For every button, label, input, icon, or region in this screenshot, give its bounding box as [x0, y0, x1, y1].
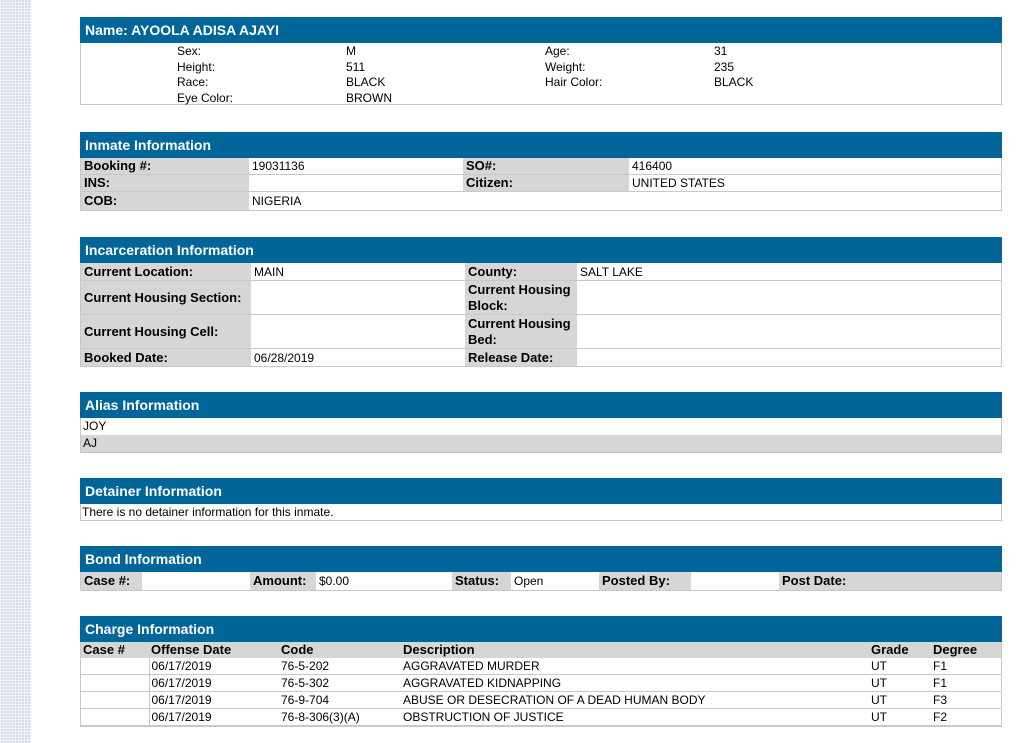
- table-row: [81, 658, 1001, 675]
- alias-item: JOY: [83, 419, 107, 433]
- bond-status-value: Open: [514, 574, 544, 588]
- bond-amount-value: $0.00: [319, 574, 350, 588]
- charge-degree: F1: [931, 675, 1001, 692]
- bond-panel: [80, 546, 1002, 591]
- col-degree: Degree: [931, 642, 1001, 658]
- housing-cell-label: Current Housing Cell:: [81, 315, 251, 349]
- charge-table: [81, 642, 1001, 726]
- charge-date: 06/17/2019: [149, 692, 279, 709]
- bond-post-date-label: Post Date:: [782, 573, 847, 588]
- alias-panel: [80, 392, 1002, 453]
- charge-date: 06/17/2019: [149, 709, 279, 726]
- charge-case: [81, 658, 149, 675]
- charge-description: OBSTRUCTION OF JUSTICE: [401, 709, 869, 726]
- bond-case-label: Case #:: [81, 572, 142, 590]
- table-row: [81, 692, 1001, 709]
- alias-item: AJ: [81, 435, 1001, 452]
- charge-code: 76-5-302: [279, 675, 401, 692]
- age-value: 31: [714, 44, 728, 58]
- table-row: [81, 709, 1001, 726]
- citizen-label: Citizen:: [463, 175, 629, 192]
- charge-description: AGGRAVATED MURDER: [401, 658, 869, 675]
- sex-label: Sex:: [177, 44, 202, 58]
- so-value: 416400: [629, 158, 1001, 175]
- booking-label: Booking #:: [81, 158, 249, 175]
- ins-value: [249, 175, 463, 192]
- age-label: Age:: [545, 44, 570, 58]
- charge-panel: [80, 616, 1002, 727]
- charge-header: Charge Information: [80, 616, 1002, 642]
- alias-header: Alias Information: [80, 392, 1002, 418]
- incarceration-panel: [80, 237, 1002, 367]
- release-date-label: Release Date:: [465, 349, 577, 366]
- charge-degree: F2: [931, 709, 1001, 726]
- charge-date: 06/17/2019: [149, 658, 279, 675]
- housing-bed-label: Current Housing Bed:: [465, 315, 577, 349]
- housing-section-label: Current Housing Section:: [81, 281, 251, 315]
- bond-header: Bond Information: [80, 546, 1002, 572]
- bond-amount-label: Amount:: [250, 572, 316, 590]
- housing-block-label: Current Housing Block:: [465, 281, 577, 315]
- inmate-header: Inmate Information: [80, 132, 1002, 158]
- col-code: Code: [279, 642, 401, 658]
- name-header: Name: AYOOLA ADISA AJAYI: [80, 17, 1002, 43]
- bond-status-label: Status:: [452, 572, 511, 590]
- detainer-panel: [80, 478, 1002, 521]
- housing-block-value: [577, 281, 1001, 315]
- current-location-label: Current Location:: [81, 263, 251, 281]
- col-case: Case #: [81, 642, 149, 658]
- cob-label: COB:: [81, 192, 249, 210]
- citizen-value: UNITED STATES: [629, 175, 1001, 192]
- county-label: County:: [465, 263, 577, 281]
- charge-code: 76-8-306(3)(A): [279, 709, 401, 726]
- charge-case: [81, 692, 149, 709]
- booked-date-label: Booked Date:: [81, 349, 251, 366]
- housing-bed-value: [577, 315, 1001, 349]
- charge-degree: F1: [931, 658, 1001, 675]
- charge-degree: F3: [931, 692, 1001, 709]
- name-panel: [80, 17, 1002, 105]
- charge-code: 76-9-704: [279, 692, 401, 709]
- hair-color-value: BLACK: [714, 75, 754, 89]
- left-border-strip: [0, 0, 31, 743]
- inmate-panel: [80, 132, 1002, 211]
- bond-posted-by-label: Posted By:: [599, 572, 691, 590]
- name-details: [80, 43, 1002, 105]
- eye-color-label: Eye Color:: [177, 90, 234, 105]
- bond-case-value: [142, 572, 250, 590]
- race-value: BLACK: [346, 75, 386, 89]
- charge-grade: UT: [869, 709, 931, 726]
- charge-code: 76-5-202: [279, 658, 401, 675]
- eye-color-value: BROWN: [346, 90, 392, 105]
- sex-value: M: [346, 44, 356, 58]
- charge-case: [81, 675, 149, 692]
- charge-description: ABUSE OR DESECRATION OF A DEAD HUMAN BODY: [401, 692, 869, 709]
- booking-value: 19031136: [249, 158, 463, 175]
- county-value: SALT LAKE: [577, 263, 1001, 281]
- table-row: [81, 675, 1001, 692]
- height-value: 511: [346, 59, 366, 74]
- cob-value: NIGERIA: [252, 194, 302, 208]
- booked-date-value: 06/28/2019: [254, 350, 315, 365]
- housing-section-value: [251, 281, 465, 315]
- release-date-value: [577, 349, 1001, 366]
- detainer-message: There is no detainer information for this inmate.: [80, 504, 1002, 521]
- so-label: SO#:: [463, 158, 629, 175]
- hair-color-label: Hair Color:: [545, 75, 603, 89]
- col-description: Description: [401, 642, 869, 658]
- charge-case: [81, 709, 149, 726]
- charge-grade: UT: [869, 658, 931, 675]
- charge-date: 06/17/2019: [149, 675, 279, 692]
- race-label: Race:: [177, 75, 209, 89]
- ins-label: INS:: [81, 175, 249, 192]
- weight-value: 235: [714, 59, 735, 74]
- housing-cell-value: [251, 315, 465, 349]
- col-offense-date: Offense Date: [149, 642, 279, 658]
- charge-grade: UT: [869, 675, 931, 692]
- charge-grade: UT: [869, 692, 931, 709]
- detainer-header: Detainer Information: [80, 478, 1002, 504]
- current-location-value: MAIN: [251, 263, 465, 281]
- col-grade: Grade: [869, 642, 931, 658]
- weight-label: Weight:: [545, 59, 586, 74]
- height-label: Height:: [177, 59, 216, 74]
- incarceration-header: Incarceration Information: [80, 237, 1002, 263]
- charge-description: AGGRAVATED KIDNAPPING: [401, 675, 869, 692]
